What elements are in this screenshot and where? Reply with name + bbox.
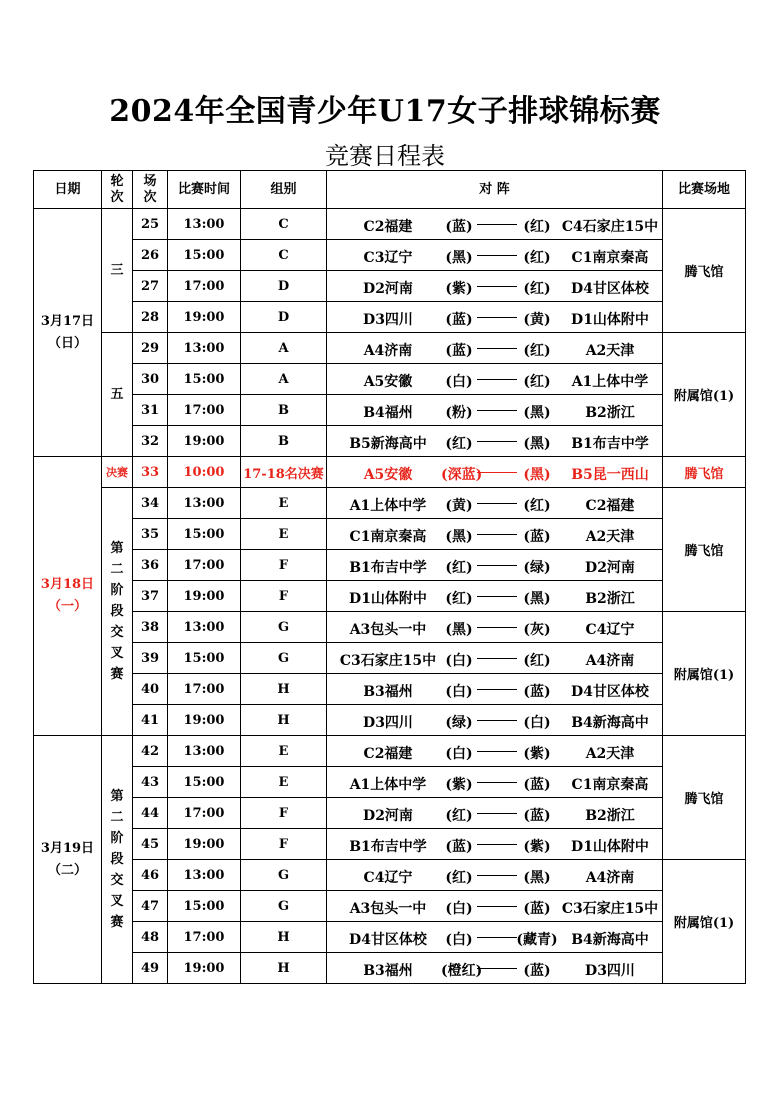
- team-a-color: (白): [445, 746, 473, 762]
- matchup-cell: [327, 271, 663, 302]
- header-match: 对 阵: [327, 171, 663, 209]
- table-row: [34, 922, 746, 953]
- team-a-color: (黑): [445, 529, 473, 545]
- match-time: 19:00: [168, 829, 241, 860]
- table-row: [34, 302, 746, 333]
- team-a-color: (黑): [445, 250, 473, 266]
- team-a-color: (红): [445, 591, 473, 607]
- matchup-cell: [327, 519, 663, 550]
- match-group: 17-18名决赛: [241, 457, 327, 488]
- versus-dash: [477, 968, 517, 970]
- team-a-color: (黑): [445, 622, 473, 638]
- matchup-cell: [327, 922, 663, 953]
- versus-dash: [477, 720, 517, 722]
- team-a: D1山体附中: [349, 591, 427, 607]
- venue-cell: 附属馆(1): [663, 860, 746, 984]
- match-number: 47: [133, 891, 168, 922]
- table-row: [34, 798, 746, 829]
- team-b-color: (绿): [523, 560, 551, 576]
- round-cell: [102, 736, 133, 984]
- team-b-color: (红): [523, 281, 551, 297]
- matchup-cell: [327, 209, 663, 240]
- team-a-color: (深蓝): [441, 467, 483, 483]
- venue-cell: 腾飞馆: [663, 736, 746, 860]
- team-b-color: (蓝): [523, 684, 551, 700]
- team-b: C1南京秦高: [571, 250, 649, 266]
- page-title: 2024年全国青少年U17女子排球锦标赛: [109, 94, 661, 129]
- team-a: C3石家庄15中: [339, 653, 437, 669]
- schedule-table: [33, 170, 746, 984]
- team-a-color: (蓝): [445, 312, 473, 328]
- table-row: [34, 519, 746, 550]
- header-num: 场次: [133, 171, 168, 209]
- team-a-color: (蓝): [445, 343, 473, 359]
- team-a-color: (白): [445, 901, 473, 917]
- team-a-color: (绿): [445, 715, 473, 731]
- table-row: [34, 829, 746, 860]
- team-a-color: (红): [445, 870, 473, 886]
- match-group: F: [241, 829, 327, 860]
- header-round: 轮次: [102, 171, 133, 209]
- venue-cell: 附属馆(1): [663, 612, 746, 736]
- table-row: [34, 860, 746, 891]
- team-b-color: (黑): [523, 405, 551, 421]
- table-row: [34, 457, 746, 488]
- team-b-color: (黄): [523, 312, 551, 328]
- match-group: C: [241, 240, 327, 271]
- table-row: [34, 891, 746, 922]
- team-b-color: (红): [523, 343, 551, 359]
- table-row: [34, 364, 746, 395]
- table-row: [34, 612, 746, 643]
- team-a: D3四川: [363, 312, 413, 328]
- team-a: B1布吉中学: [349, 839, 427, 855]
- team-b: B2浙江: [585, 591, 635, 607]
- team-b-color: (蓝): [523, 963, 551, 979]
- team-b: C4辽宁: [585, 622, 635, 638]
- match-group: B: [241, 426, 327, 457]
- matchup-cell: [327, 395, 663, 426]
- match-group: A: [241, 364, 327, 395]
- match-group: H: [241, 953, 327, 984]
- matchup-cell: [327, 302, 663, 333]
- match-group: D: [241, 271, 327, 302]
- team-b-color: (黑): [523, 467, 551, 483]
- match-group: H: [241, 705, 327, 736]
- team-a: A1上体中学: [349, 498, 427, 514]
- matchup-cell: [327, 643, 663, 674]
- match-time: 19:00: [168, 953, 241, 984]
- match-number: 42: [133, 736, 168, 767]
- matchup-cell: [327, 860, 663, 891]
- team-b-color: (红): [523, 250, 551, 266]
- versus-dash: [477, 441, 517, 443]
- match-number: 39: [133, 643, 168, 674]
- versus-dash: [477, 782, 517, 784]
- match-number: 45: [133, 829, 168, 860]
- team-a: D4甘区体校: [349, 932, 427, 948]
- matchup-cell: [327, 581, 663, 612]
- team-a-color: (黄): [445, 498, 473, 514]
- round-label: 第二阶段交叉赛: [110, 541, 124, 682]
- team-a: D2河南: [363, 281, 413, 297]
- match-number: 43: [133, 767, 168, 798]
- matchup-cell: [327, 767, 663, 798]
- team-a: C1南京秦高: [349, 529, 427, 545]
- header-venue: 比赛场地: [663, 171, 746, 209]
- table-row: [34, 271, 746, 302]
- date-cell: [34, 457, 102, 736]
- team-b-color: (蓝): [523, 901, 551, 917]
- page-subtitle: 竞赛日程表: [325, 142, 445, 170]
- team-a: C4辽宁: [363, 870, 413, 886]
- team-b-color: (红): [523, 653, 551, 669]
- match-time: 15:00: [168, 891, 241, 922]
- match-number: 30: [133, 364, 168, 395]
- match-number: 32: [133, 426, 168, 457]
- versus-dash: [477, 813, 517, 815]
- team-b-color: (黑): [523, 591, 551, 607]
- table-row: [34, 953, 746, 984]
- matchup-cell: [327, 674, 663, 705]
- match-number: 35: [133, 519, 168, 550]
- match-time: 15:00: [168, 767, 241, 798]
- match-number: 31: [133, 395, 168, 426]
- match-number: 46: [133, 860, 168, 891]
- team-b: C1南京秦高: [571, 777, 649, 793]
- team-a: B4福州: [363, 405, 413, 421]
- versus-dash: [477, 317, 517, 319]
- team-a: A5安徽: [363, 467, 413, 483]
- team-b-color: (红): [523, 219, 551, 235]
- versus-dash: [477, 658, 517, 660]
- match-group: F: [241, 581, 327, 612]
- team-a: B5新海高中: [349, 436, 427, 452]
- match-number: 38: [133, 612, 168, 643]
- match-group: C: [241, 209, 327, 240]
- match-time: 13:00: [168, 612, 241, 643]
- match-time: 17:00: [168, 922, 241, 953]
- table-row: [34, 767, 746, 798]
- team-a-color: (白): [445, 374, 473, 390]
- team-a-color: (白): [445, 932, 473, 948]
- matchup-cell: [327, 798, 663, 829]
- match-group: D: [241, 302, 327, 333]
- team-b: D3四川: [585, 963, 635, 979]
- team-a: A1上体中学: [349, 777, 427, 793]
- match-group: B: [241, 395, 327, 426]
- team-b: B4新海高中: [571, 715, 649, 731]
- venue-cell: 腾飞馆: [663, 209, 746, 333]
- match-number: 25: [133, 209, 168, 240]
- match-number: 28: [133, 302, 168, 333]
- team-b: A2天津: [585, 746, 635, 762]
- date-cell: [34, 736, 102, 984]
- match-number: 33: [133, 457, 168, 488]
- team-b: B4新海高中: [571, 932, 649, 948]
- table-row: [34, 550, 746, 581]
- matchup-cell: [327, 240, 663, 271]
- team-a: B3福州: [363, 963, 413, 979]
- team-a: A3包头一中: [349, 622, 427, 638]
- date-cell: [34, 209, 102, 457]
- team-a-color: (紫): [445, 281, 473, 297]
- header-row: [34, 171, 746, 209]
- team-a: C3辽宁: [363, 250, 413, 266]
- versus-dash: [477, 627, 517, 629]
- team-b: D1山体附中: [571, 839, 649, 855]
- versus-dash: [477, 565, 517, 567]
- team-a-color: (红): [445, 808, 473, 824]
- match-group: E: [241, 488, 327, 519]
- header-group: 组别: [241, 171, 327, 209]
- table-row: [34, 240, 746, 271]
- round-cell: [102, 333, 133, 457]
- match-time: 13:00: [168, 736, 241, 767]
- match-time: 17:00: [168, 550, 241, 581]
- versus-dash: [477, 348, 517, 350]
- match-group: G: [241, 891, 327, 922]
- match-number: 27: [133, 271, 168, 302]
- matchup-cell: [327, 364, 663, 395]
- team-a: D3四川: [363, 715, 413, 731]
- team-b: C2福建: [585, 498, 635, 514]
- match-time: 15:00: [168, 364, 241, 395]
- team-b: D2河南: [585, 560, 635, 576]
- matchup-cell: [327, 891, 663, 922]
- match-group: A: [241, 333, 327, 364]
- match-group: G: [241, 860, 327, 891]
- round-label: 五: [110, 387, 124, 402]
- team-a: B1布吉中学: [349, 560, 427, 576]
- team-a: C2福建: [363, 219, 413, 235]
- team-a-color: (白): [445, 653, 473, 669]
- team-a-color: (紫): [445, 777, 473, 793]
- match-time: 17:00: [168, 798, 241, 829]
- versus-dash: [477, 410, 517, 412]
- matchup-cell: [327, 953, 663, 984]
- match-time: 15:00: [168, 519, 241, 550]
- team-b-color: (红): [523, 498, 551, 514]
- round-label: 第二阶段交叉赛: [110, 789, 124, 930]
- match-time: 19:00: [168, 705, 241, 736]
- team-b: A1上体中学: [571, 374, 649, 390]
- team-b: B1布吉中学: [571, 436, 649, 452]
- match-number: 48: [133, 922, 168, 953]
- team-b-color: (藏青): [516, 932, 558, 948]
- match-group: H: [241, 922, 327, 953]
- venue-cell: 腾飞馆: [663, 488, 746, 612]
- round-cell: [102, 488, 133, 736]
- date-label: 3月17日（日）: [40, 313, 95, 351]
- team-b-color: (黑): [523, 870, 551, 886]
- match-number: 40: [133, 674, 168, 705]
- team-b-color: (紫): [523, 746, 551, 762]
- match-number: 41: [133, 705, 168, 736]
- match-number: 34: [133, 488, 168, 519]
- team-a: B3福州: [363, 684, 413, 700]
- match-group: H: [241, 674, 327, 705]
- matchup-cell: [327, 457, 663, 488]
- team-b-color: (黑): [523, 436, 551, 452]
- team-a-color: (白): [445, 684, 473, 700]
- team-a: A5安徽: [363, 374, 413, 390]
- team-a: D2河南: [363, 808, 413, 824]
- matchup-cell: [327, 488, 663, 519]
- date-label: 3月18日（一）: [40, 577, 95, 614]
- team-b: C3石家庄15中: [561, 901, 659, 917]
- team-a-color: (粉): [445, 405, 473, 421]
- match-group: F: [241, 798, 327, 829]
- team-a: C2福建: [363, 746, 413, 762]
- match-time: 19:00: [168, 426, 241, 457]
- match-time: 15:00: [168, 643, 241, 674]
- date-label: 3月19日（二）: [40, 840, 95, 878]
- versus-dash: [477, 255, 517, 257]
- team-a: A3包头一中: [349, 901, 427, 917]
- team-b-color: (灰): [523, 622, 551, 638]
- versus-dash: [477, 224, 517, 226]
- match-time: 19:00: [168, 302, 241, 333]
- match-group: F: [241, 550, 327, 581]
- versus-dash: [477, 906, 517, 908]
- team-b-color: (蓝): [523, 808, 551, 824]
- header-date: 日期: [34, 171, 102, 209]
- matchup-cell: [327, 426, 663, 457]
- team-b-color: (紫): [523, 839, 551, 855]
- matchup-cell: [327, 612, 663, 643]
- table-row: [34, 209, 746, 240]
- versus-dash: [477, 689, 517, 691]
- match-time: 13:00: [168, 488, 241, 519]
- match-time: 17:00: [168, 674, 241, 705]
- versus-dash: [477, 844, 517, 846]
- matchup-cell: [327, 333, 663, 364]
- team-b-color: (白): [523, 715, 551, 731]
- table-row: [34, 581, 746, 612]
- team-b: B2浙江: [585, 405, 635, 421]
- team-b: A2天津: [585, 343, 635, 359]
- match-time: 13:00: [168, 860, 241, 891]
- table-row: [34, 488, 746, 519]
- match-group: E: [241, 736, 327, 767]
- team-b: B2浙江: [585, 808, 635, 824]
- match-time: 10:00: [168, 457, 241, 488]
- team-b: D4甘区体校: [571, 281, 649, 297]
- venue-cell: 附属馆(1): [663, 333, 746, 457]
- table-row: [34, 426, 746, 457]
- round-cell: [102, 209, 133, 333]
- match-group: G: [241, 643, 327, 674]
- table-row: [34, 736, 746, 767]
- matchup-cell: [327, 705, 663, 736]
- header-time: 比赛时间: [168, 171, 241, 209]
- versus-dash: [477, 534, 517, 536]
- team-b-color: (红): [523, 374, 551, 390]
- match-time: 13:00: [168, 333, 241, 364]
- versus-dash: [477, 596, 517, 598]
- table-row: [34, 643, 746, 674]
- match-number: 44: [133, 798, 168, 829]
- match-group: E: [241, 519, 327, 550]
- match-time: 13:00: [168, 209, 241, 240]
- round-label: 决赛: [106, 466, 128, 479]
- versus-dash: [477, 503, 517, 505]
- match-time: 19:00: [168, 581, 241, 612]
- team-b: D4甘区体校: [571, 684, 649, 700]
- team-a-color: (蓝): [445, 219, 473, 235]
- matchup-cell: [327, 736, 663, 767]
- table-row: [34, 333, 746, 364]
- versus-dash: [477, 472, 517, 474]
- match-number: 37: [133, 581, 168, 612]
- versus-dash: [477, 286, 517, 288]
- round-cell: [102, 457, 133, 488]
- versus-dash: [477, 937, 517, 939]
- team-a-color: (红): [445, 560, 473, 576]
- match-time: 17:00: [168, 271, 241, 302]
- match-time: 17:00: [168, 395, 241, 426]
- team-b: A2天津: [585, 529, 635, 545]
- team-a-color: (红): [445, 436, 473, 452]
- team-b: D1山体附中: [571, 312, 649, 328]
- match-group: E: [241, 767, 327, 798]
- match-group: G: [241, 612, 327, 643]
- team-a-color: (橙红): [441, 963, 483, 979]
- team-b: A4济南: [585, 870, 635, 886]
- team-b: C4石家庄15中: [561, 219, 659, 235]
- matchup-cell: [327, 550, 663, 581]
- match-number: 36: [133, 550, 168, 581]
- table-row: [34, 395, 746, 426]
- table-row: [34, 705, 746, 736]
- versus-dash: [477, 379, 517, 381]
- team-b: B5昆一西山: [571, 467, 649, 483]
- team-b-color: (蓝): [523, 529, 551, 545]
- team-a-color: (蓝): [445, 839, 473, 855]
- team-a: A4济南: [363, 343, 413, 359]
- match-number: 26: [133, 240, 168, 271]
- match-number: 49: [133, 953, 168, 984]
- team-b: A4济南: [585, 653, 635, 669]
- match-time: 15:00: [168, 240, 241, 271]
- versus-dash: [477, 751, 517, 753]
- team-b-color: (蓝): [523, 777, 551, 793]
- venue-cell: 腾飞馆: [663, 457, 746, 488]
- matchup-cell: [327, 829, 663, 860]
- round-label: 三: [110, 262, 124, 278]
- table-row: [34, 674, 746, 705]
- versus-dash: [477, 875, 517, 877]
- match-number: 29: [133, 333, 168, 364]
